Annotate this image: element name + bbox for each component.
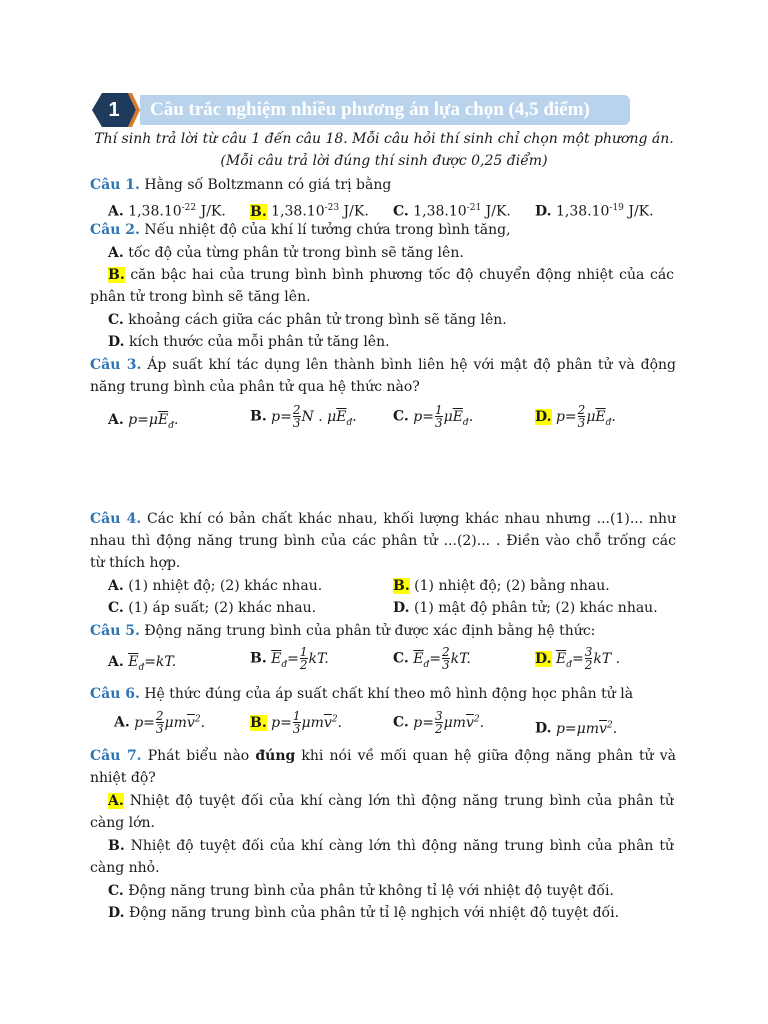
instruction-line-1: Thí sinh trả lời từ câu 1 đến câu 18. Mỗi câu hỏi thí sinh chỉ chọn một phương án. xyxy=(94,131,674,147)
formula: $\overline{E}_đ=$ $\frac{3}{2}$ kT . xyxy=(555,645,621,672)
q4-option-a: A. (1) nhiệt độ; (2) khác nhau. xyxy=(108,578,323,594)
question-7-line-1: Câu 7. Phát biểu nào đúng khi nói về mối quan hệ giữa động năng phân tử và xyxy=(90,748,676,764)
formula: p= $\frac{1}{3}$ $\mu\overline{E}_đ$. xyxy=(413,403,474,430)
section-number: 1 xyxy=(108,99,120,121)
q2-option-b-line-2: phân tử trong bình sẽ tăng lên. xyxy=(90,289,311,305)
q7-option-d: D. Động năng trung bình của phân tử tỉ lệ nghịch với nhiệt độ tuyệt đối. xyxy=(108,905,620,921)
q7-option-a-line-1: A. Nhiệt độ tuyệt đối của khí càng lớn thì động năng trung bình của phân tử xyxy=(108,793,674,809)
formula: p= $\frac{2}{3}$ $\mu m\overline{v}^2$. xyxy=(134,709,206,737)
q3-option-c: C. p= $\frac{1}{3}$ $\mu\overline{E}_đ$. xyxy=(393,403,474,430)
q4-option-d: D. (1) mật độ phân tử; (2) khác nhau. xyxy=(393,600,658,616)
section-title: Câu trắc nghiệm nhiều phương án lựa chọn (4,5 điểm) xyxy=(150,99,590,120)
instruction-line-2: (Mỗi câu trả lời đúng thí sinh được 0,25 điểm) xyxy=(220,153,548,169)
q2-option-d: D. kích thước của mỗi phân tử tăng lên. xyxy=(108,334,390,350)
question-1-text: Hằng số Boltzmann có giá trị bằng xyxy=(139,177,392,193)
formula: p= $\frac{3}{2}$ $\mu m\overline{v}^2$. xyxy=(413,709,485,737)
q4-option-c: C. (1) áp suất; (2) khác nhau. xyxy=(108,600,317,616)
question-6: Câu 6. Hệ thức đúng của áp suất chất khí theo mô hình động học phân tử là xyxy=(90,686,634,702)
q2-option-a: A. tốc độ của từng phân tử trong bình sẽ tăng lên. xyxy=(108,245,464,261)
q6-option-d: D. $p=\mu m\overline{v}^2$. xyxy=(535,720,618,737)
q3-option-a: A. $p=\mu\overline{E}_đ$. xyxy=(108,412,179,431)
q3-option-b: B. p= $\frac{2}{3}$ N . $\mu\overline{E}_đ$. xyxy=(250,403,357,430)
question-2: Câu 2. Nếu nhiệt độ của khí lí tưởng chứa trong bình tăng, xyxy=(90,222,511,238)
q5-option-c: C. $\overline{E}_đ=$ $\frac{2}{3}$ kT. xyxy=(393,645,471,672)
formula: $p=\mu\overline{E}_đ$. xyxy=(128,412,179,431)
q5-option-b: B. $\overline{E}_đ=$ $\frac{1}{2}$ kT. xyxy=(250,645,329,672)
question-1 xyxy=(90,175,676,195)
question-1-label: Câu 1. xyxy=(90,177,140,193)
q1-option-a: A. $1,38.10^{-22}$ J/K. xyxy=(108,203,226,220)
q4-option-b: B. (1) nhiệt độ; (2) bằng nhau. xyxy=(393,578,610,594)
question-7-line-2: nhiệt độ? xyxy=(90,770,156,786)
q1-option-d: D. $1,38.10^{-19}$ J/K. xyxy=(535,203,654,220)
q7-option-a-line-2: càng lớn. xyxy=(90,815,155,831)
formula: $p=\mu m\overline{v}^2$. xyxy=(555,720,618,737)
q1-option-c: C. $1,38.10^{-21}$ J/K. xyxy=(393,203,511,220)
section-banner xyxy=(92,93,630,127)
q6-option-b: B. p= $\frac{1}{3}$ $\mu m\overline{v}^2$. xyxy=(250,709,342,737)
formula: $\overline{E}_đ=$ $\frac{1}{2}$ kT. xyxy=(271,645,329,672)
q1-option-b: B. $1,38.10^{-23}$ J/K. xyxy=(250,203,369,220)
q5-option-d: D. $\overline{E}_đ=$ $\frac{3}{2}$ kT . xyxy=(535,645,621,672)
q7-option-b-line-2: càng nhỏ. xyxy=(90,860,160,876)
formula: $\overline{E}_đ=$ $\frac{2}{3}$ kT. xyxy=(413,645,471,672)
q2-option-c: C. khoảng cách giữa các phân tử trong bình sẽ tăng lên. xyxy=(108,312,507,328)
question-4-line-2: nhau thì động năng trung bình của các phân tử ...(2)... . Điền vào chỗ trống các xyxy=(90,533,676,549)
question-5: Câu 5. Động năng trung bình của phân tử được xác định bằng hệ thức: xyxy=(90,623,596,639)
q6-option-a: A. p= $\frac{2}{3}$ $\mu m\overline{v}^2$. xyxy=(114,709,206,737)
formula: $\overline{E}_đ=kT$. xyxy=(128,654,177,673)
q7-option-c: C. Động năng trung bình của phân tử không tỉ lệ với nhiệt độ tuyệt đối. xyxy=(108,883,614,899)
question-4-line-3: từ thích hợp. xyxy=(90,555,181,571)
formula: p= $\frac{2}{3}$ N . $\mu\overline{E}_đ$. xyxy=(271,403,357,430)
formula: p= $\frac{2}{3}$ $\mu\overline{E}_đ$. xyxy=(555,403,616,430)
q7-option-b-line-1: B. Nhiệt độ tuyệt đối của khí càng lớn thì động năng trung bình của phân tử xyxy=(108,838,674,854)
q6-option-c: C. p= $\frac{3}{2}$ $\mu m\overline{v}^2$. xyxy=(393,709,485,737)
q2-option-b-line-1: B. căn bậc hai của trung bình bình phương tốc độ chuyển động nhiệt của các xyxy=(108,267,674,283)
question-4-line-1: Câu 4. Các khí có bản chất khác nhau, khối lượng khác nhau nhưng ...(1)... như xyxy=(90,511,676,527)
question-3-line-1: Câu 3. Áp suất khí tác dụng lên thành bình liên hệ với mật độ phân tử và động xyxy=(90,357,676,373)
q3-option-d: D. p= $\frac{2}{3}$ $\mu\overline{E}_đ$. xyxy=(535,403,616,430)
q5-option-a: A. $\overline{E}_đ=kT$. xyxy=(108,654,177,673)
formula: p= $\frac{1}{3}$ $\mu m\overline{v}^2$. xyxy=(271,709,342,737)
question-3-line-2: năng trung bình của phân tử qua hệ thức nào? xyxy=(90,379,420,395)
